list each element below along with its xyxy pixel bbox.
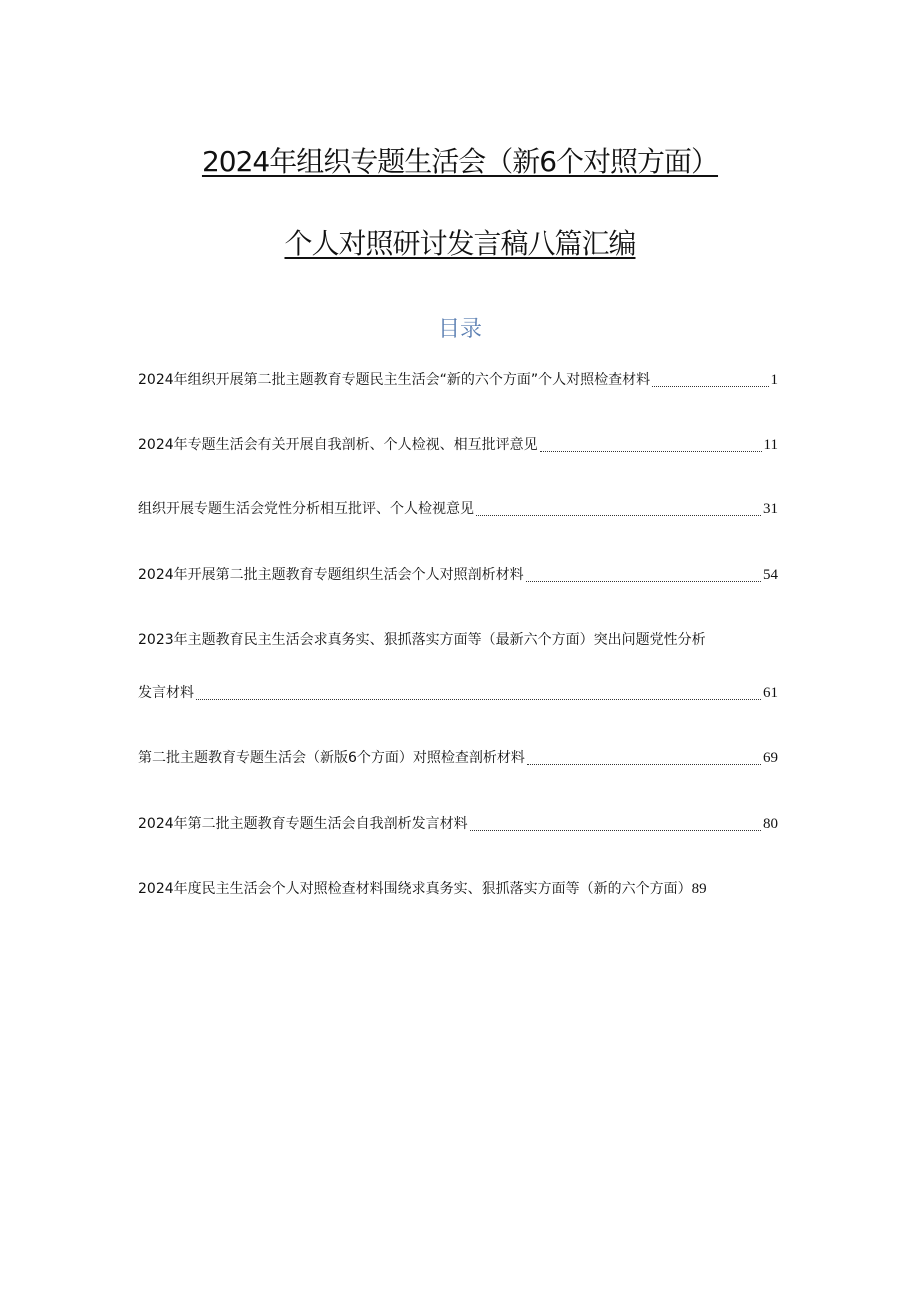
toc-entry-title: 2024年度民主生活会个人对照检查材料围绕求真务实、狠抓落实方面等（新的六个方面） [138, 881, 692, 897]
toc-dot-leader [526, 581, 761, 582]
toc-page-number: 1 [770, 372, 778, 388]
toc-dot-leader [470, 830, 761, 831]
toc-entry-title: 组织开展专题生活会党性分析相互批评、个人检视意见 [138, 501, 474, 517]
toc-heading: 目录 [437, 317, 482, 342]
toc-entry[interactable] [138, 747, 778, 769]
toc-page-number: 80 [763, 816, 778, 832]
toc-entry-title: 第二批主题教育专题生活会（新版6个方面）对照检查剖析材料 [138, 750, 525, 766]
toc-page-number: 89 [691, 881, 707, 897]
document-title-line-1 [0, 140, 920, 180]
toc-page-number: 61 [763, 685, 778, 701]
toc-entry[interactable] [138, 434, 778, 456]
toc-page-number: 69 [763, 750, 778, 766]
toc-entry-title: 2024年组织开展第二批主题教育专题民主生活会“新的六个方面”个人对照检查材料 [138, 372, 651, 388]
toc-page-number: 31 [763, 501, 778, 517]
toc-dot-leader [540, 451, 762, 452]
toc-dot-leader [527, 764, 761, 765]
document-title-text-2: 个人对照研讨发言稿八篇汇编 [284, 227, 636, 260]
toc-entry-title: 2024年专题生活会有关开展自我剖析、个人检视、相互批评意见 [138, 437, 538, 453]
toc-dot-leader [652, 386, 768, 387]
toc-entry-title-line-1[interactable]: 2023年主题教育民主生活会求真务实、狠抓落实方面等（最新六个方面）突出问题党性分析 [138, 632, 706, 648]
toc-page-number: 11 [763, 437, 778, 453]
toc-entry[interactable] [138, 369, 778, 391]
toc-entry[interactable] [138, 878, 707, 900]
toc-entry[interactable] [138, 564, 778, 586]
toc-entry[interactable] [138, 498, 778, 520]
toc-entry-title: 2024年第二批主题教育专题生活会自我剖析发言材料 [138, 816, 468, 832]
toc-dot-leader [476, 515, 761, 516]
document-title-text-1: 2024年组织专题生活会（新6个对照方面） [201, 145, 719, 178]
document-title-line-2 [0, 222, 920, 262]
toc-page-number: 54 [763, 567, 778, 583]
toc-entry-title: 发言材料 [138, 685, 194, 701]
toc-entry[interactable] [138, 682, 778, 704]
toc-entry-title: 2024年开展第二批主题教育专题组织生活会个人对照剖析材料 [138, 567, 524, 583]
toc-entry[interactable] [138, 813, 778, 835]
toc-dot-leader [196, 699, 761, 700]
